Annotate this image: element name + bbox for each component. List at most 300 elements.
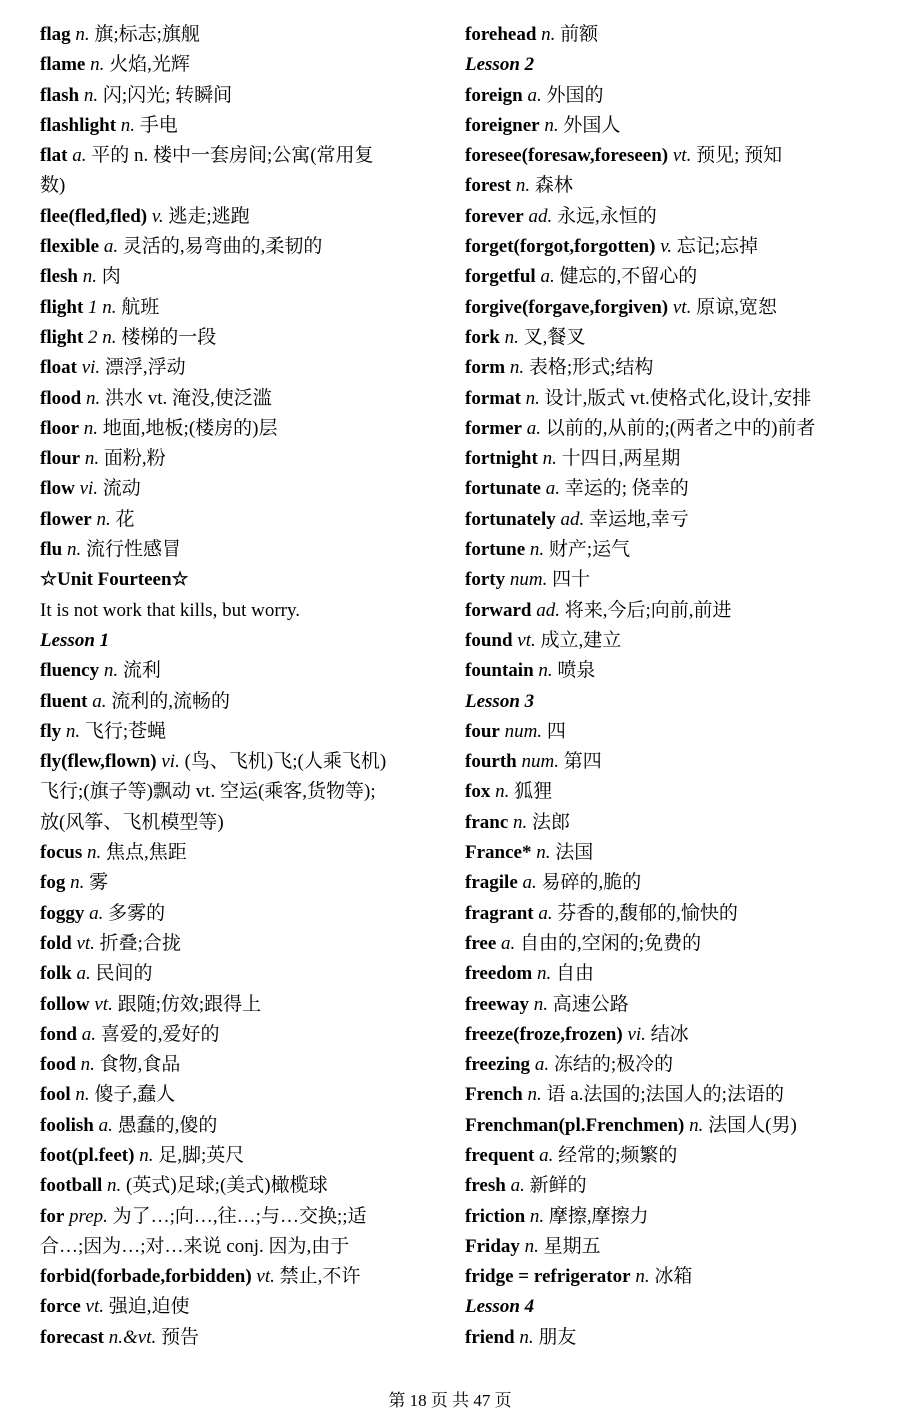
headword: fortunately	[465, 508, 556, 530]
headword: Friday	[465, 1235, 520, 1257]
definition: 预告	[161, 1326, 200, 1348]
part-of-speech: n.	[538, 660, 553, 682]
part-of-speech: vt.	[76, 932, 95, 954]
headword: fragile	[465, 872, 518, 894]
part-of-speech: n.	[103, 660, 119, 682]
part-of-speech: a.	[81, 1023, 96, 1045]
part-of-speech: n.	[83, 84, 99, 106]
part-of-speech: a.	[527, 84, 542, 106]
part-of-speech: n.	[509, 357, 525, 379]
part-of-speech: a.	[72, 145, 87, 167]
headword: flower	[40, 508, 92, 530]
part-of-speech: a.	[510, 1175, 525, 1197]
vocab-entry	[465, 747, 890, 777]
vocab-entry	[465, 1171, 890, 1201]
vocab-entry	[465, 777, 890, 807]
part-of-speech: n.	[83, 417, 99, 439]
vocab-entry	[40, 1080, 435, 1110]
definition: 森林	[534, 175, 573, 197]
part-of-speech: vt.	[672, 145, 692, 167]
page-footer: 第 18 页 共 47 页	[388, 1391, 512, 1410]
headword: foolish	[40, 1114, 94, 1136]
definition: 肉	[101, 266, 121, 288]
definition: 永远,永恒的	[556, 205, 657, 227]
headword: fog	[40, 872, 66, 894]
vocab-entry	[40, 656, 435, 686]
vocab-entry	[40, 1111, 435, 1141]
part-of-speech: vt.	[517, 629, 536, 651]
definition: 将来,今后;向前,前进	[564, 599, 732, 621]
part-of-speech: a.	[538, 902, 553, 924]
headword: fountain	[465, 660, 534, 682]
part-of-speech: n.	[536, 963, 552, 985]
headword: forgive(forgave,forgiven)	[465, 296, 669, 318]
part-of-speech: n.	[139, 1144, 154, 1166]
headword: flat	[40, 145, 68, 167]
vocab-entry	[465, 1232, 890, 1262]
headword: forest	[465, 175, 512, 197]
vocab-entry	[40, 444, 435, 474]
lesson-heading	[465, 50, 890, 80]
part-of-speech: n.	[107, 1175, 122, 1197]
part-of-speech: a.	[539, 1144, 554, 1166]
vocab-entry	[465, 262, 890, 292]
definition: 叉,餐叉	[523, 326, 586, 348]
definition: 财产;运气	[548, 539, 631, 561]
vocab-entry	[40, 990, 435, 1020]
headword: freedom	[465, 963, 533, 985]
part-of-speech: a.	[501, 932, 516, 954]
vocab-entry	[40, 202, 435, 232]
vocab-entry	[40, 535, 435, 565]
part-of-speech: 1 n.	[88, 296, 117, 318]
definition: (鸟、飞机)飞;(人乘飞机)	[184, 751, 387, 773]
vocab-entry	[465, 1262, 890, 1292]
headword: freeway	[465, 993, 530, 1015]
definition: 法国	[555, 842, 594, 864]
right-column	[465, 20, 890, 1353]
definition: 数)	[40, 175, 66, 197]
vocab-entry	[40, 1141, 435, 1171]
part-of-speech: n.	[75, 1084, 90, 1106]
definition: 设计,版式 vt.使格式化,设计,安排	[544, 387, 812, 409]
headword: foreign	[465, 84, 523, 106]
headword: forecast	[40, 1326, 105, 1348]
headword: France*	[465, 842, 532, 864]
headword: focus	[40, 842, 83, 864]
part-of-speech: n.	[70, 872, 85, 894]
part-of-speech: n.	[533, 993, 549, 1015]
part-of-speech: n.	[635, 1266, 650, 1288]
definition: 流动	[102, 478, 141, 500]
headword: forty	[465, 569, 506, 591]
headword: forehead	[465, 24, 537, 45]
lesson-heading	[465, 1292, 890, 1322]
vocab-entry	[465, 81, 890, 111]
part-of-speech: ad.	[528, 205, 553, 227]
definition: 足,脚;英尺	[158, 1144, 245, 1166]
part-of-speech: num.	[504, 720, 543, 742]
part-of-speech: n.	[524, 1235, 539, 1257]
definition: 健忘的,不留心的	[559, 266, 698, 288]
definition: 航班	[121, 296, 160, 318]
vocab-entry	[40, 414, 435, 444]
unit-label: ☆Unit Fourteen☆	[40, 569, 189, 591]
lesson-label: Lesson 3	[465, 690, 535, 712]
part-of-speech: n.	[96, 508, 111, 530]
vocab-entry	[465, 656, 890, 686]
definition: 法国人(男)	[708, 1114, 797, 1136]
definition: 手电	[139, 114, 178, 136]
part-of-speech: n.	[90, 54, 105, 76]
part-of-speech: vt.	[256, 1266, 275, 1288]
headword: fridge = refrigerator	[465, 1266, 631, 1288]
definition: 楼梯的一段	[121, 326, 217, 348]
vocab-entry	[465, 899, 890, 929]
part-of-speech: n.	[544, 114, 559, 136]
vocab-entry	[465, 202, 890, 232]
part-of-speech: 2 n.	[88, 326, 117, 348]
vocab-entry	[40, 20, 435, 50]
vocab-entry	[465, 1080, 890, 1110]
vocab-entry	[40, 717, 435, 747]
vocab-entry	[40, 959, 435, 989]
vocab-entry	[40, 1202, 435, 1232]
vocab-entry	[40, 141, 435, 171]
part-of-speech: vi.	[81, 357, 101, 379]
part-of-speech: n.	[80, 1054, 95, 1076]
motto-line	[40, 596, 435, 626]
vocab-entry	[40, 293, 435, 323]
part-of-speech: a.	[92, 690, 107, 712]
headword: fold	[40, 932, 72, 954]
headword: friction	[465, 1205, 526, 1227]
definition: 合…;因为…;对…来说 conj. 因为,由于	[40, 1235, 350, 1257]
part-of-speech: n.	[513, 811, 528, 833]
vocab-entry	[40, 1171, 435, 1201]
part-of-speech: n.	[66, 539, 82, 561]
part-of-speech: n.	[527, 1084, 542, 1106]
definition: 以前的,从前的;(两者之中的)前者	[545, 417, 816, 439]
definition: 飞行;(旗子等)飘动 vt. 空运(乘客,货物等);	[40, 781, 376, 803]
definition: 愚蠢的,傻的	[117, 1114, 218, 1136]
part-of-speech: n.	[504, 326, 519, 348]
headword: fond	[40, 1023, 77, 1045]
part-of-speech: n.	[529, 539, 545, 561]
definition: 外国人	[563, 114, 621, 136]
vocab-entry	[465, 353, 890, 383]
part-of-speech: n.	[525, 387, 540, 409]
part-of-speech: num.	[521, 751, 559, 773]
definition: 自由	[555, 963, 594, 985]
definition: 经常的;频繁的	[558, 1144, 678, 1166]
definition: 逃走;逃跑	[168, 205, 250, 227]
definition: 食物,食品	[99, 1054, 181, 1076]
part-of-speech: a.	[522, 872, 537, 894]
lesson-label: Lesson 1	[40, 629, 110, 651]
vocab-entry	[40, 1292, 435, 1322]
headword: foggy	[40, 902, 85, 924]
definition: 冻结的;极冷的	[553, 1054, 674, 1076]
definition: 四十	[552, 569, 591, 591]
part-of-speech: v.	[151, 205, 164, 227]
part-of-speech: n.	[85, 387, 101, 409]
vocab-entry	[465, 474, 890, 504]
definition: 面粉,粉	[103, 448, 166, 470]
definition: 强迫,迫使	[108, 1296, 190, 1318]
part-of-speech: a.	[526, 417, 541, 439]
headword: forever	[465, 205, 524, 227]
vocab-entry	[40, 838, 435, 868]
definition: 摩擦,摩擦力	[548, 1205, 649, 1227]
part-of-speech: n.	[529, 1205, 545, 1227]
headword: fluency	[40, 660, 100, 682]
vocab-entry	[465, 626, 890, 656]
vocab-entry	[40, 1020, 435, 1050]
definition: 火焰,光辉	[109, 54, 190, 76]
headword: forbid(forbade,forbidden)	[40, 1266, 252, 1288]
headword: foresee(foresaw,foreseen)	[465, 145, 669, 167]
headword: free	[465, 932, 497, 954]
headword: flee(fled,fled)	[40, 205, 148, 227]
vocab-entry	[465, 414, 890, 444]
vocab-entry	[40, 1323, 435, 1353]
part-of-speech: ad.	[560, 508, 585, 530]
headword: fragrant	[465, 902, 534, 924]
part-of-speech: vt.	[672, 296, 692, 318]
vocab-entry	[465, 535, 890, 565]
definition: 前额	[560, 24, 599, 45]
definition: 芬香的,馥郁的,愉快的	[557, 902, 738, 924]
definition: 焦点,焦距	[105, 842, 187, 864]
vocab-entry	[40, 111, 435, 141]
headword: Frenchman(pl.Frenchmen)	[465, 1114, 685, 1136]
headword: force	[40, 1296, 81, 1318]
definition: 流行性感冒	[85, 539, 181, 561]
part-of-speech: a.	[534, 1054, 550, 1076]
definition: 飞行;苍蝇	[84, 720, 167, 742]
vocab-entry	[40, 808, 435, 838]
motto-text: It is not work that kills, but worry.	[40, 599, 300, 621]
part-of-speech: n.	[65, 720, 81, 742]
definition: 旗;标志;旗舰	[94, 24, 200, 45]
definition: 四	[546, 720, 566, 742]
lesson-heading	[40, 626, 435, 656]
vocab-entry	[40, 777, 435, 807]
vocab-entry	[40, 474, 435, 504]
headword: fly	[40, 720, 62, 742]
part-of-speech: vi.	[79, 478, 99, 500]
part-of-speech: a.	[545, 478, 560, 500]
definition: 狐狸	[514, 781, 553, 803]
definition: 喜爱的,爱好的	[100, 1023, 220, 1045]
headword: fourth	[465, 751, 517, 773]
vocab-entry	[465, 232, 890, 262]
definition: 自由的,空闲的;免费的	[520, 932, 702, 954]
part-of-speech: n.	[515, 175, 531, 197]
definition: 地面,地板;(楼房的)层	[102, 417, 278, 439]
vocab-entry	[40, 50, 435, 80]
part-of-speech: n.	[120, 114, 136, 136]
vocab-entry	[40, 747, 435, 777]
definition: 禁止,不许	[279, 1266, 361, 1288]
part-of-speech: vi.	[161, 751, 180, 773]
headword: for	[40, 1205, 65, 1227]
headword: flashlight	[40, 114, 117, 136]
headword: food	[40, 1054, 76, 1076]
vocab-entry	[465, 565, 890, 595]
headword: fresh	[465, 1175, 506, 1197]
part-of-speech: n.	[495, 781, 510, 803]
headword: flood	[40, 387, 82, 409]
definition: 冰箱	[654, 1266, 693, 1288]
headword: fortunate	[465, 478, 541, 500]
vocab-entry	[465, 959, 890, 989]
vocab-entry	[40, 353, 435, 383]
vocab-entry	[465, 838, 890, 868]
vocab-entry	[40, 929, 435, 959]
part-of-speech: a.	[89, 902, 104, 924]
headword: flight	[40, 326, 84, 348]
headword: fox	[465, 781, 491, 803]
headword: flexible	[40, 236, 100, 258]
lesson-label: Lesson 4	[465, 1296, 535, 1318]
headword: flight	[40, 296, 84, 318]
definition: 新鲜的	[529, 1175, 587, 1197]
definition: 为了…;向…,往…;与…交换;;适	[112, 1205, 367, 1227]
vocab-entry	[40, 232, 435, 262]
definition: 漂浮,浮动	[104, 357, 186, 379]
headword: French	[465, 1084, 523, 1106]
vocab-entry	[40, 81, 435, 111]
headword: fluent	[40, 690, 88, 712]
headword: flu	[40, 539, 63, 561]
part-of-speech: n.	[82, 266, 97, 288]
headword: flour	[40, 448, 81, 470]
lesson-label: Lesson 2	[465, 54, 535, 76]
part-of-speech: vi.	[627, 1023, 646, 1045]
definition: 灵活的,易弯曲的,柔韧的	[122, 236, 323, 258]
vocab-entry	[465, 20, 890, 50]
definition: 幸运的; 侥幸的	[564, 478, 689, 500]
vocab-entry	[465, 808, 890, 838]
definition: 法郎	[532, 811, 571, 833]
vocab-entry	[40, 868, 435, 898]
headword: fork	[465, 326, 500, 348]
part-of-speech: n.	[689, 1114, 704, 1136]
vocab-entry	[40, 384, 435, 414]
vocab-entry	[465, 505, 890, 535]
part-of-speech: vt.	[85, 1296, 105, 1318]
definition: 高速公路	[552, 993, 629, 1015]
headword: flash	[40, 84, 80, 106]
headword: forgetful	[465, 266, 536, 288]
vocab-entry	[465, 1141, 890, 1171]
vocab-entry	[465, 929, 890, 959]
definition: 流利	[122, 660, 161, 682]
part-of-speech: a.	[76, 963, 91, 985]
part-of-speech: ad.	[536, 599, 560, 621]
definition: 多雾的	[108, 902, 166, 924]
vocab-entry	[465, 293, 890, 323]
vocab-entry	[465, 141, 890, 171]
part-of-speech: a.	[540, 266, 555, 288]
left-column	[40, 20, 435, 1353]
definition: 放(风筝、飞机模型等)	[40, 811, 224, 833]
definition: 平的 n. 楼中一套房间;公寓(常用复	[91, 145, 374, 167]
headword: freezing	[465, 1054, 531, 1076]
definition: 折叠;合拢	[99, 932, 181, 954]
headword: former	[465, 417, 522, 439]
headword: football	[40, 1175, 103, 1197]
headword: flow	[40, 478, 75, 500]
vocab-entry	[465, 868, 890, 898]
headword: forget(forgot,forgotten)	[465, 236, 656, 258]
vocab-entry	[465, 323, 890, 353]
definition: (英式)足球;(美式)橄榄球	[126, 1175, 328, 1197]
vocab-entry	[465, 111, 890, 141]
vocab-entry	[40, 262, 435, 292]
definition: 星期五	[543, 1235, 601, 1257]
vocab-entry	[465, 384, 890, 414]
definition: 洪水 vt. 淹没,使泛滥	[104, 387, 272, 409]
part-of-speech: n.	[75, 24, 90, 45]
definition: 流利的,流畅的	[111, 690, 231, 712]
definition: 朋友	[538, 1326, 577, 1348]
definition: 原谅,宽恕	[696, 296, 777, 318]
definition: 第四	[563, 751, 602, 773]
vocab-entry	[465, 717, 890, 747]
vocab-entry	[40, 899, 435, 929]
part-of-speech: n.	[86, 842, 102, 864]
part-of-speech: num.	[509, 569, 548, 591]
headword: form	[465, 357, 506, 379]
vocab-entry	[40, 1232, 435, 1262]
vocab-entry	[465, 171, 890, 201]
part-of-speech: n.&vt.	[108, 1326, 157, 1348]
vocab-entry	[465, 444, 890, 474]
headword: flame	[40, 54, 86, 76]
headword: flag	[40, 24, 71, 45]
part-of-speech: a.	[103, 236, 119, 258]
headword: franc	[465, 811, 509, 833]
headword: foot(pl.feet)	[40, 1144, 135, 1166]
part-of-speech: n.	[536, 842, 551, 864]
vocab-entry	[465, 1323, 890, 1353]
vocab-entry	[40, 687, 435, 717]
headword: four	[465, 720, 500, 742]
vocab-entry	[40, 505, 435, 535]
vocab-entry	[465, 1202, 890, 1232]
headword: fool	[40, 1084, 71, 1106]
definition: 忘记;忘掉	[676, 236, 758, 258]
vocab-entry	[40, 1050, 435, 1080]
part-of-speech: prep.	[69, 1205, 108, 1227]
headword: found	[465, 629, 513, 651]
headword: floor	[40, 417, 80, 439]
part-of-speech: v.	[660, 236, 672, 258]
definition: 花	[115, 508, 135, 530]
definition: 傻子,蠢人	[94, 1084, 176, 1106]
vocab-entry	[40, 1262, 435, 1292]
definition: 跟随;仿效;跟得上	[117, 993, 262, 1015]
headword: flesh	[40, 266, 78, 288]
part-of-speech: vt.	[94, 993, 113, 1015]
definition: 易碎的,脆的	[541, 872, 642, 894]
headword: freeze(froze,frozen)	[465, 1023, 623, 1045]
vocab-entry	[40, 171, 435, 201]
vocab-entry	[465, 990, 890, 1020]
